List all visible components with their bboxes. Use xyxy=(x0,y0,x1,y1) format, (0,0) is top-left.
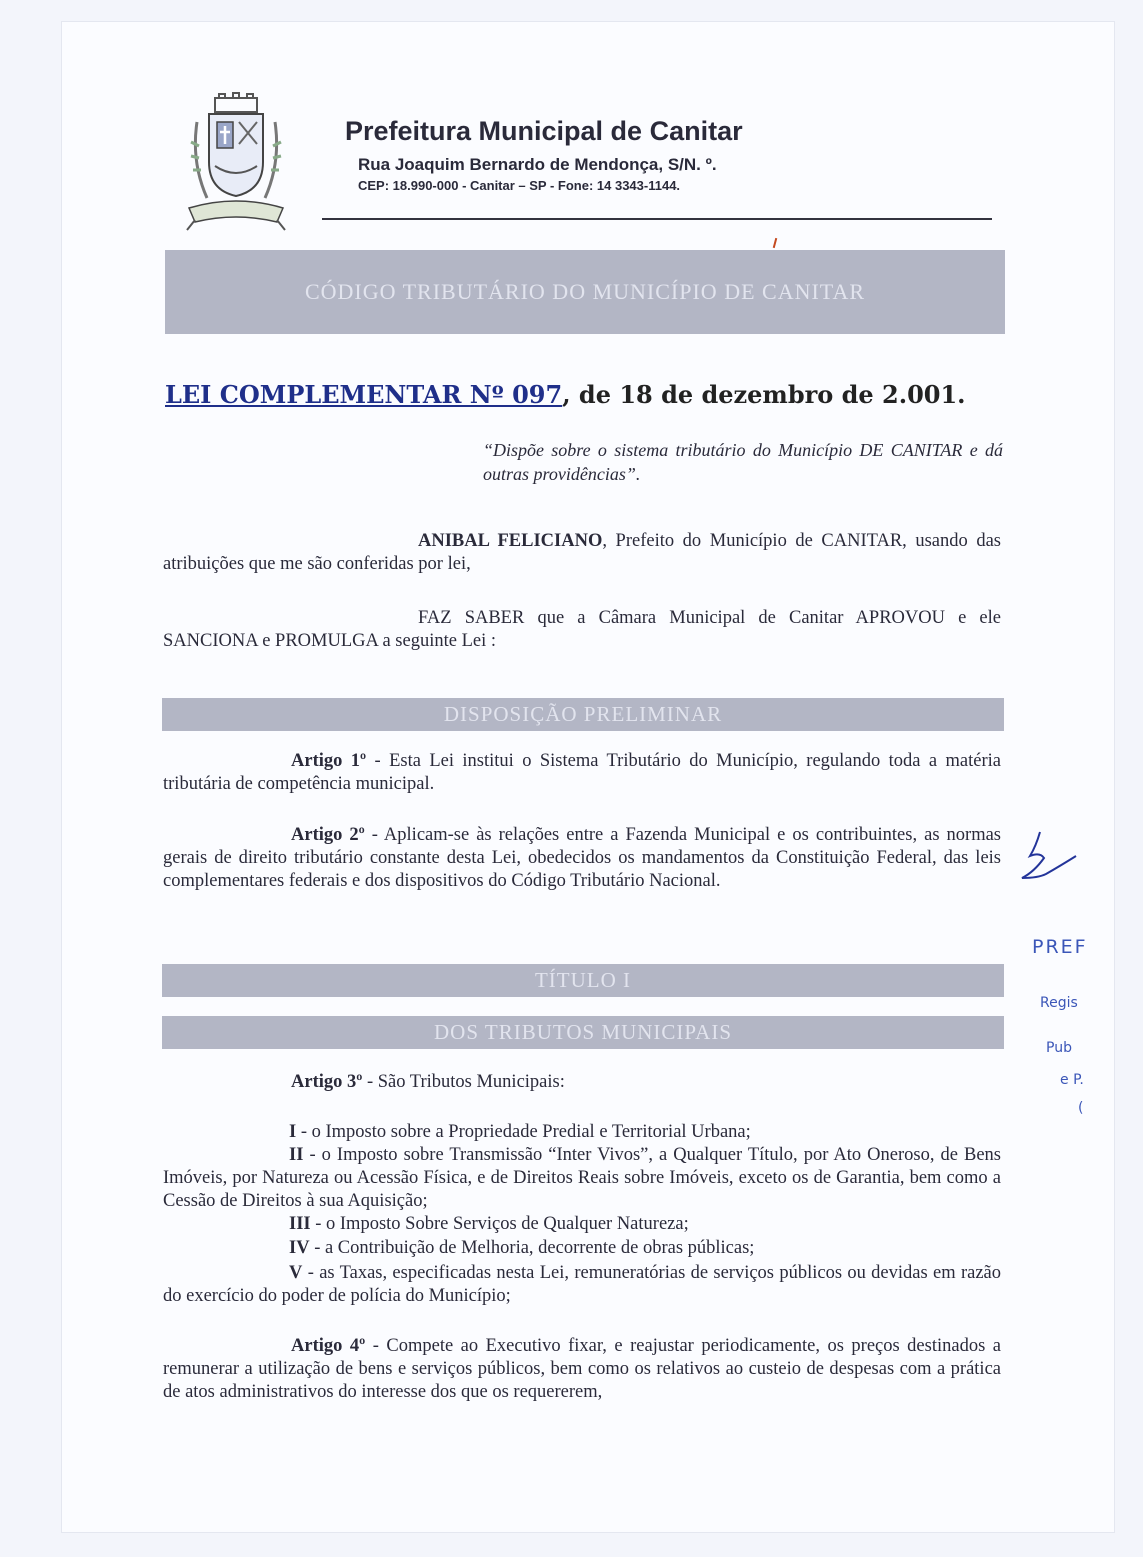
faz-saber-paragraph xyxy=(163,607,1001,653)
article-4-text: - Compete ao Executivo fixar, e reajustar periodicamente, os preços destinados a remunerar a utilização de bens e serviços públicos, bem como os relativos ao custeio de despesas com a prática de atos administrativos do interesse dos que os requererem, xyxy=(163,1336,1001,1402)
article-1-label: Artigo 1º xyxy=(291,751,367,771)
item-text: - o Imposto sobre Transmissão “Inter Vivos”, a Qualquer Título, por Ato Oneroso, de Bens Imóveis, por Natureza ou Acessão Física, e de Direitos Reais sobre Imóveis, exceto os de Garantia, bem como a Cessão de Direitos à sua Aquisição; xyxy=(163,1145,1001,1211)
article-4 xyxy=(163,1335,1001,1404)
section-banner-preliminar: DISPOSIÇÃO PRELIMINAR xyxy=(162,698,1004,731)
handwritten-initials xyxy=(1010,826,1080,896)
article-3-text: - São Tributos Municipais: xyxy=(362,1072,565,1092)
item-numeral: I xyxy=(289,1122,297,1142)
item-text: - o Imposto sobre a Propriedade Predial e Territorial Urbana; xyxy=(296,1122,751,1142)
code-title-banner: CÓDIGO TRIBUTÁRIO DO MUNICÍPIO DE CANITAR xyxy=(165,250,1005,334)
law-title xyxy=(165,380,966,409)
municipality-contact: CEP: 18.990-000 - Canitar – SP - Fone: 14 3343-1144. xyxy=(358,178,681,193)
mayor-name: ANIBAL FELICIANO xyxy=(418,531,603,551)
item-numeral: III xyxy=(289,1214,311,1234)
item-numeral: V xyxy=(289,1263,303,1283)
article-3 xyxy=(163,1071,1001,1094)
item-text: - as Taxas, especificadas nesta Lei, remuneratórias de serviços públicos ou devidas em razão do exercício do poder de polícia do Município; xyxy=(163,1263,1001,1306)
municipality-name: Prefeitura Municipal de Canitar xyxy=(345,116,743,146)
municipal-coat-of-arms xyxy=(185,92,287,232)
section-banner-titulo: TÍTULO I xyxy=(162,964,1004,997)
item-numeral: IV xyxy=(289,1238,310,1258)
preamble-paragraph xyxy=(163,530,1001,576)
article-3-label: Artigo 3º xyxy=(291,1072,363,1092)
article-4-label: Artigo 4º xyxy=(291,1336,366,1356)
stamp-text: PREF xyxy=(1032,936,1088,958)
municipality-address: Rua Joaquim Bernardo de Mendonça, S/N. º. xyxy=(358,155,717,174)
item-text: - a Contribuição de Melhoria, decorrente de obras públicas; xyxy=(309,1238,755,1258)
article-2-text: - Aplicam-se às relações entre a Fazenda Municipal e os contribuintes, as normas gerais de direito tributário constante desta Lei, obedecidos os mandamentos da Constituição Federal, das leis complementares federais e dos dispositivos do Código Tributário Nacional. xyxy=(163,825,1001,891)
law-date: , de 18 de dezembro de 2.001. xyxy=(562,380,966,409)
list-item xyxy=(163,1262,1001,1308)
faz-saber-text: FAZ SABER que a Câmara Municipal de Canitar APROVOU e ele SANCIONA e PROMULGA a seguinte Lei : xyxy=(163,608,1001,651)
stamp-text: Pub xyxy=(1046,1040,1072,1056)
stamp-text: Regis xyxy=(1040,995,1078,1011)
header-rule xyxy=(322,218,992,220)
list-item xyxy=(163,1213,1001,1236)
stamp-text: ( xyxy=(1078,1100,1084,1116)
list-item xyxy=(163,1237,1001,1260)
article-2 xyxy=(163,824,1001,893)
item-numeral: II xyxy=(289,1145,304,1165)
list-item xyxy=(163,1121,1001,1144)
article-1 xyxy=(163,750,1001,796)
law-ementa: “Dispõe sobre o sistema tributário do Município DE CANITAR e dá outras providências”. xyxy=(483,440,1003,484)
law-number: LEI COMPLEMENTAR Nº 097 xyxy=(165,380,563,409)
article-1-text: - Esta Lei institui o Sistema Tributário do Município, regulando toda a matéria tributária de competência municipal. xyxy=(163,751,1001,794)
item-text: - o Imposto Sobre Serviços de Qualquer Natureza; xyxy=(310,1214,689,1234)
list-item xyxy=(163,1144,1001,1213)
article-2-label: Artigo 2º xyxy=(291,825,365,845)
mayor-text: , Prefeito do Município de CANITAR, usando das atribuições que me são conferidas por lei, xyxy=(163,531,1001,574)
section-banner-tributos: DOS TRIBUTOS MUNICIPAIS xyxy=(162,1016,1004,1049)
stamp-text: e P. xyxy=(1060,1072,1084,1088)
